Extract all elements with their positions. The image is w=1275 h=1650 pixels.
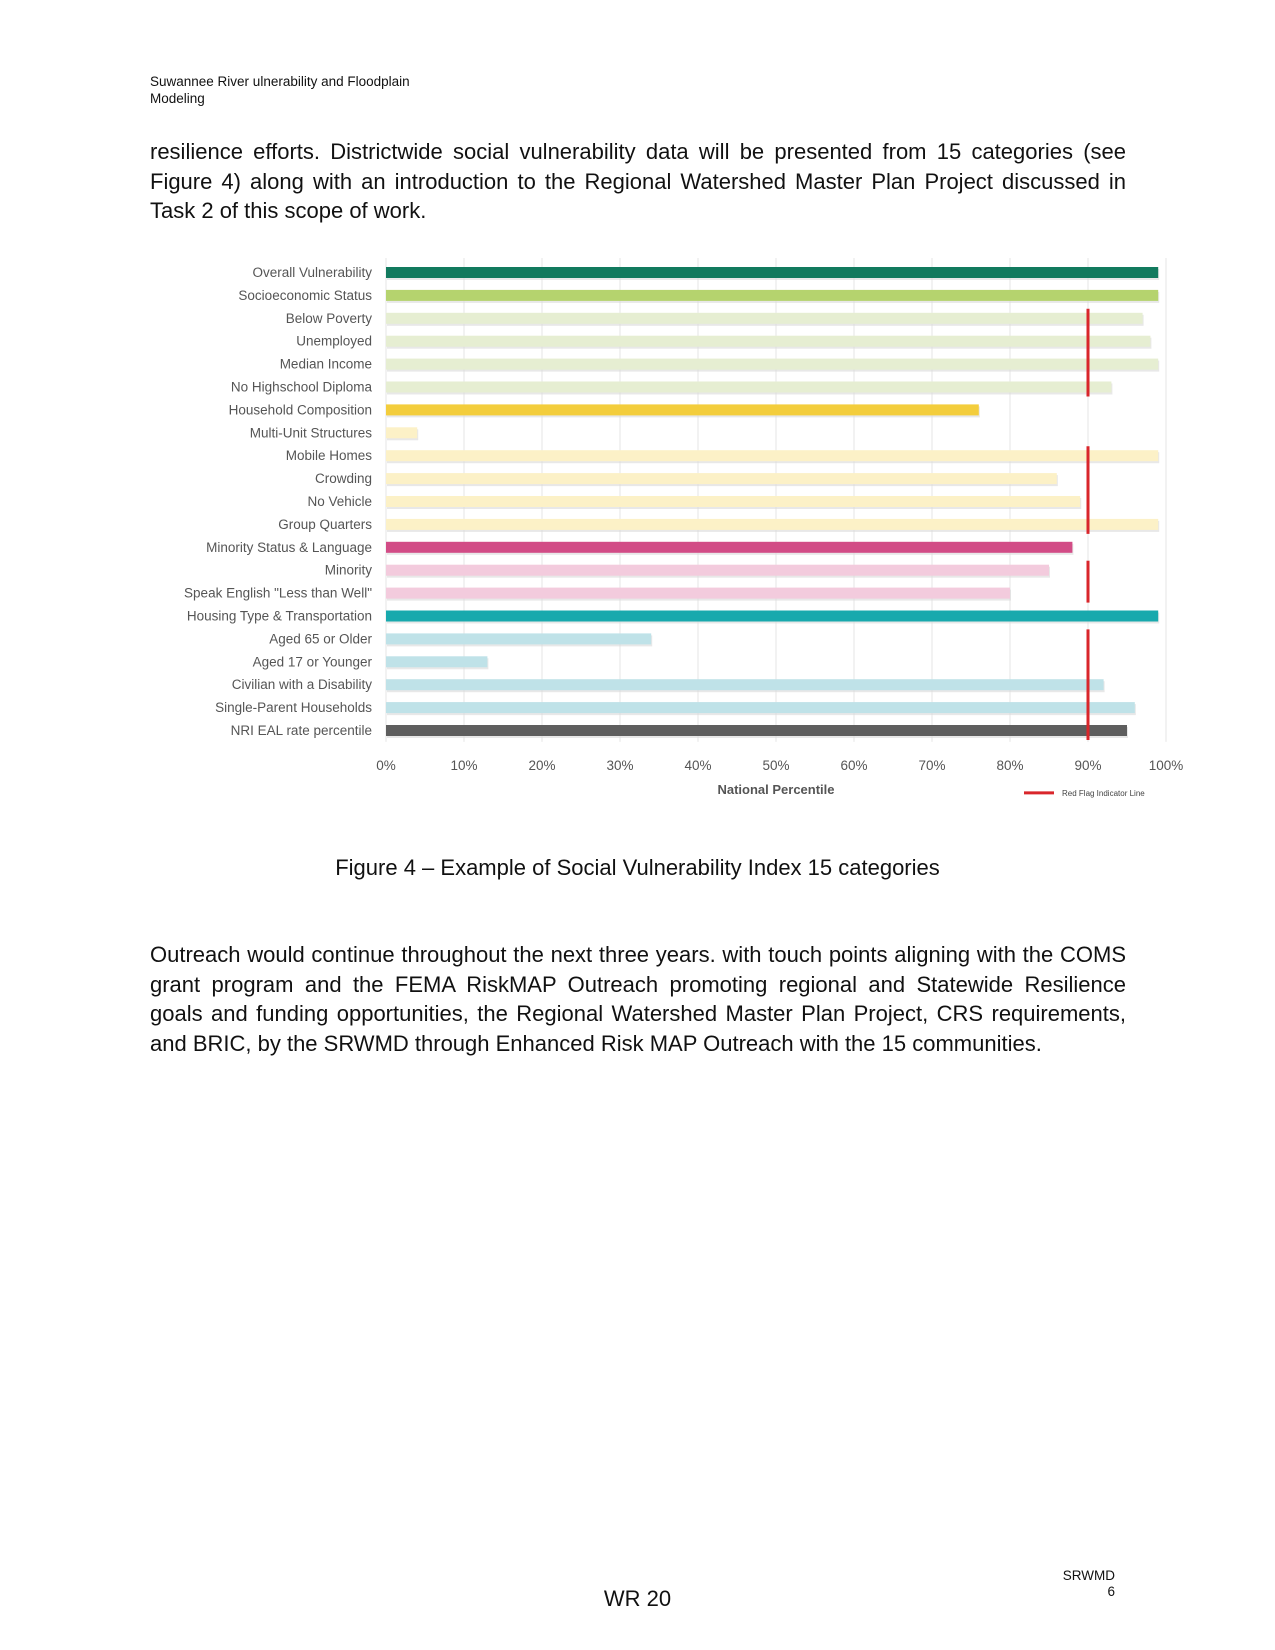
- category-label: Civilian with a Disability: [231, 677, 372, 693]
- bar: [386, 725, 1127, 736]
- bar: [386, 656, 487, 667]
- bar: [386, 267, 1158, 278]
- body-paragraph-1: resilience efforts. Districtwide social vulnerability data will be presented from 15 categories (see Figure 4) along with an introduction to the Regional Watershed Master Plan Project discussed in Task 2 of this scope of work.: [150, 139, 1126, 223]
- category-label: Speak English "Less than Well": [184, 585, 372, 601]
- footer-page-number: 6: [1107, 1584, 1115, 1599]
- category-label: Housing Type & Transportation: [186, 608, 372, 624]
- bar: [386, 519, 1158, 530]
- x-tick-label: 40%: [684, 757, 712, 773]
- header-line-1: Suwannee River ulnerability and Floodplain: [150, 74, 410, 89]
- bar: [386, 588, 1010, 599]
- category-label: Crowding: [314, 471, 372, 487]
- header-line-2: Modeling: [150, 91, 205, 106]
- bar: [386, 427, 417, 438]
- category-label: Aged 65 or Older: [269, 631, 372, 647]
- bar: [386, 313, 1143, 324]
- legend-label: Red Flag Indicator Line: [1062, 788, 1145, 798]
- footer-page-label: WR 20: [603, 1586, 672, 1611]
- category-label: Unemployed: [296, 333, 372, 349]
- x-tick-label: 50%: [762, 757, 790, 773]
- bar: [386, 473, 1057, 484]
- x-tick-label: 90%: [1074, 757, 1102, 773]
- bar: [386, 611, 1158, 622]
- running-header: [150, 73, 410, 107]
- bar: [386, 496, 1080, 507]
- bar: [386, 702, 1135, 713]
- bar: [386, 359, 1158, 370]
- footer-org: [1063, 1568, 1115, 1600]
- x-tick-label: 10%: [450, 757, 478, 773]
- x-tick-label: 20%: [528, 757, 556, 773]
- x-tick-label: 100%: [1148, 757, 1184, 773]
- figure-caption: Figure 4 – Example of Social Vulnerability Index 15 categories: [335, 855, 940, 880]
- footer-org-name: SRWMD: [1062, 1568, 1115, 1583]
- category-label: Mobile Homes: [285, 448, 372, 464]
- bar: [386, 290, 1158, 301]
- category-label: Single-Parent Households: [215, 700, 372, 716]
- body-paragraph-2: Outreach would continue throughout the next three years. with touch points aligning with the COMS grant program and the FEMA RiskMAP Outreach promoting regional and Statewide Resilience goals and funding opportunities, the Regional Watershed Master Plan Project, CRS requirements, and BRIC, by the SRWMD through Enhanced Risk MAP Outreach with the 15 communities.: [150, 942, 1126, 1056]
- bar: [386, 679, 1104, 690]
- category-label: Minority Status & Language: [206, 539, 372, 555]
- bar: [386, 542, 1072, 553]
- category-label: Minority: [324, 562, 372, 578]
- bar: [386, 633, 651, 644]
- x-tick-label: 70%: [918, 757, 946, 773]
- category-label: Multi-Unit Structures: [249, 425, 372, 441]
- svi-bar-chart: [148, 258, 1184, 798]
- bar: [386, 450, 1158, 461]
- x-axis-title: National Percentile: [717, 781, 835, 797]
- category-label: Group Quarters: [278, 516, 372, 532]
- category-label: Overall Vulnerability: [252, 265, 372, 280]
- category-label: NRI EAL rate percentile: [230, 723, 372, 738]
- x-tick-label: 60%: [840, 757, 868, 773]
- category-label: Aged 17 or Younger: [252, 654, 372, 670]
- category-label: No Highschool Diploma: [230, 379, 372, 395]
- category-label: Household Composition: [228, 402, 372, 418]
- x-tick-label: 30%: [606, 757, 634, 773]
- bar: [386, 382, 1111, 393]
- category-label: Below Poverty: [285, 310, 372, 326]
- x-tick-label: 0%: [376, 757, 396, 773]
- bar: [386, 565, 1049, 576]
- x-tick-label: 80%: [996, 757, 1024, 773]
- category-label: No Vehicle: [307, 494, 372, 509]
- bar: [386, 404, 979, 415]
- bar: [386, 336, 1150, 347]
- category-label: Socioeconomic Status: [238, 287, 372, 303]
- category-label: Median Income: [279, 356, 372, 372]
